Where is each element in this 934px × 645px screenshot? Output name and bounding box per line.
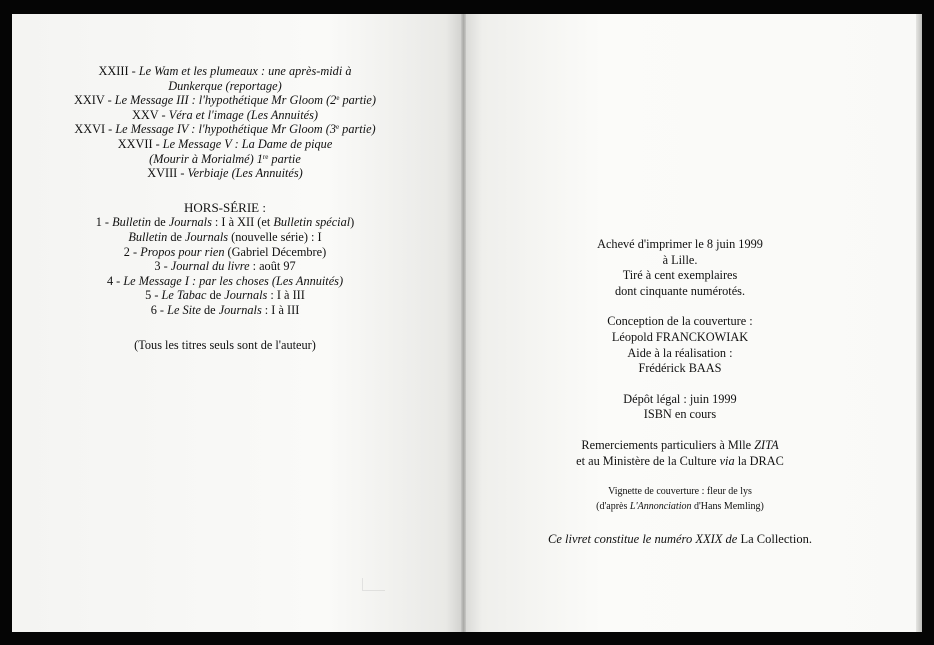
series-entry: (Mourir à Morialmé) 1re partie [149,151,301,166]
series-entry: XXIV - Le Message III : l'hypothétique Mr Gloom (2e partie) [74,93,376,108]
printing-info [480,237,880,299]
book-gutter [461,14,466,632]
hors-serie-entry: 6 - Le Site de Journals : I à III [150,302,300,317]
series-entry: XXVII - Le Message V : La Dame de pique [117,136,333,151]
right-page-contents [480,237,880,548]
series-entry: XXVI - Le Message IV : l'hypothétique Mr Gloom (3e partie) [74,122,376,137]
cover-credits [480,314,880,376]
hors-serie-list [60,215,390,317]
credit-line: Frédérick BAAS [638,361,722,376]
hors-serie-entry: 1 - Bulletin de Journals : I à XII (et Bulletin spécial) [95,215,355,230]
series-entry: XXV - Véra et l'image (Les Annuités) [132,107,318,122]
printing-line: Tiré à cent exemplaires [622,268,738,283]
series-entry: Dunkerque (reportage) [168,78,282,93]
page-edge [916,14,922,632]
series-list [60,64,390,181]
author-note: (Tous les titres seuls sont de l'auteur) [134,337,316,352]
hors-serie-entry: Bulletin de Journals (nouvelle série) : I [128,229,322,244]
legal-line: Dépôt légal : juin 1999 [623,391,737,406]
hors-serie-entry: 3 - Journal du livre : août 97 [154,259,296,274]
legal-line: ISBN en cours [643,407,717,422]
vignette-line: (d'après L'Annonciation d'Hans Memling) [596,501,764,513]
vignette-credit [480,484,880,514]
hors-serie-entry: 2 - Propos pour rien (Gabriel Décembre) [123,244,327,259]
acknowledgements [480,438,880,469]
vignette-line: Vignette de couverture : fleur de lys [608,486,752,498]
thanks-line: Remerciements particuliers à Mlle ZITA [581,437,779,452]
thanks-line: et au Ministère de la Culture via la DRAC [576,453,784,468]
credit-line: Léopold FRANCKOWIAK [611,329,749,344]
credit-line: Conception de la couverture : [607,314,753,329]
hors-serie-heading: HORS-SÉRIE : [184,199,266,215]
legal-deposit [480,392,880,423]
printing-line: à Lille. [662,252,698,267]
hors-serie-entry: 5 - Le Tabac de Journals : I à III [145,288,305,303]
series-entry: XVIII - Verbiaje (Les Annuités) [147,166,303,181]
series-entry: XXIII - Le Wam et les plumeaux : une après-midi à [98,64,352,78]
faint-page-mark [362,578,385,591]
left-page-contents [60,64,390,352]
credit-line: Aide à la réalisation : [627,345,733,360]
printing-line: Achevé d'imprimer le 8 juin 1999 [597,237,763,251]
hors-serie-entry: 4 - Le Message I : par les choses (Les Annuités) [106,273,344,288]
printing-line: dont cinquante numérotés. [614,283,746,298]
colophon: Ce livret constitue le numéro XXIX de La Collection. [548,532,812,547]
